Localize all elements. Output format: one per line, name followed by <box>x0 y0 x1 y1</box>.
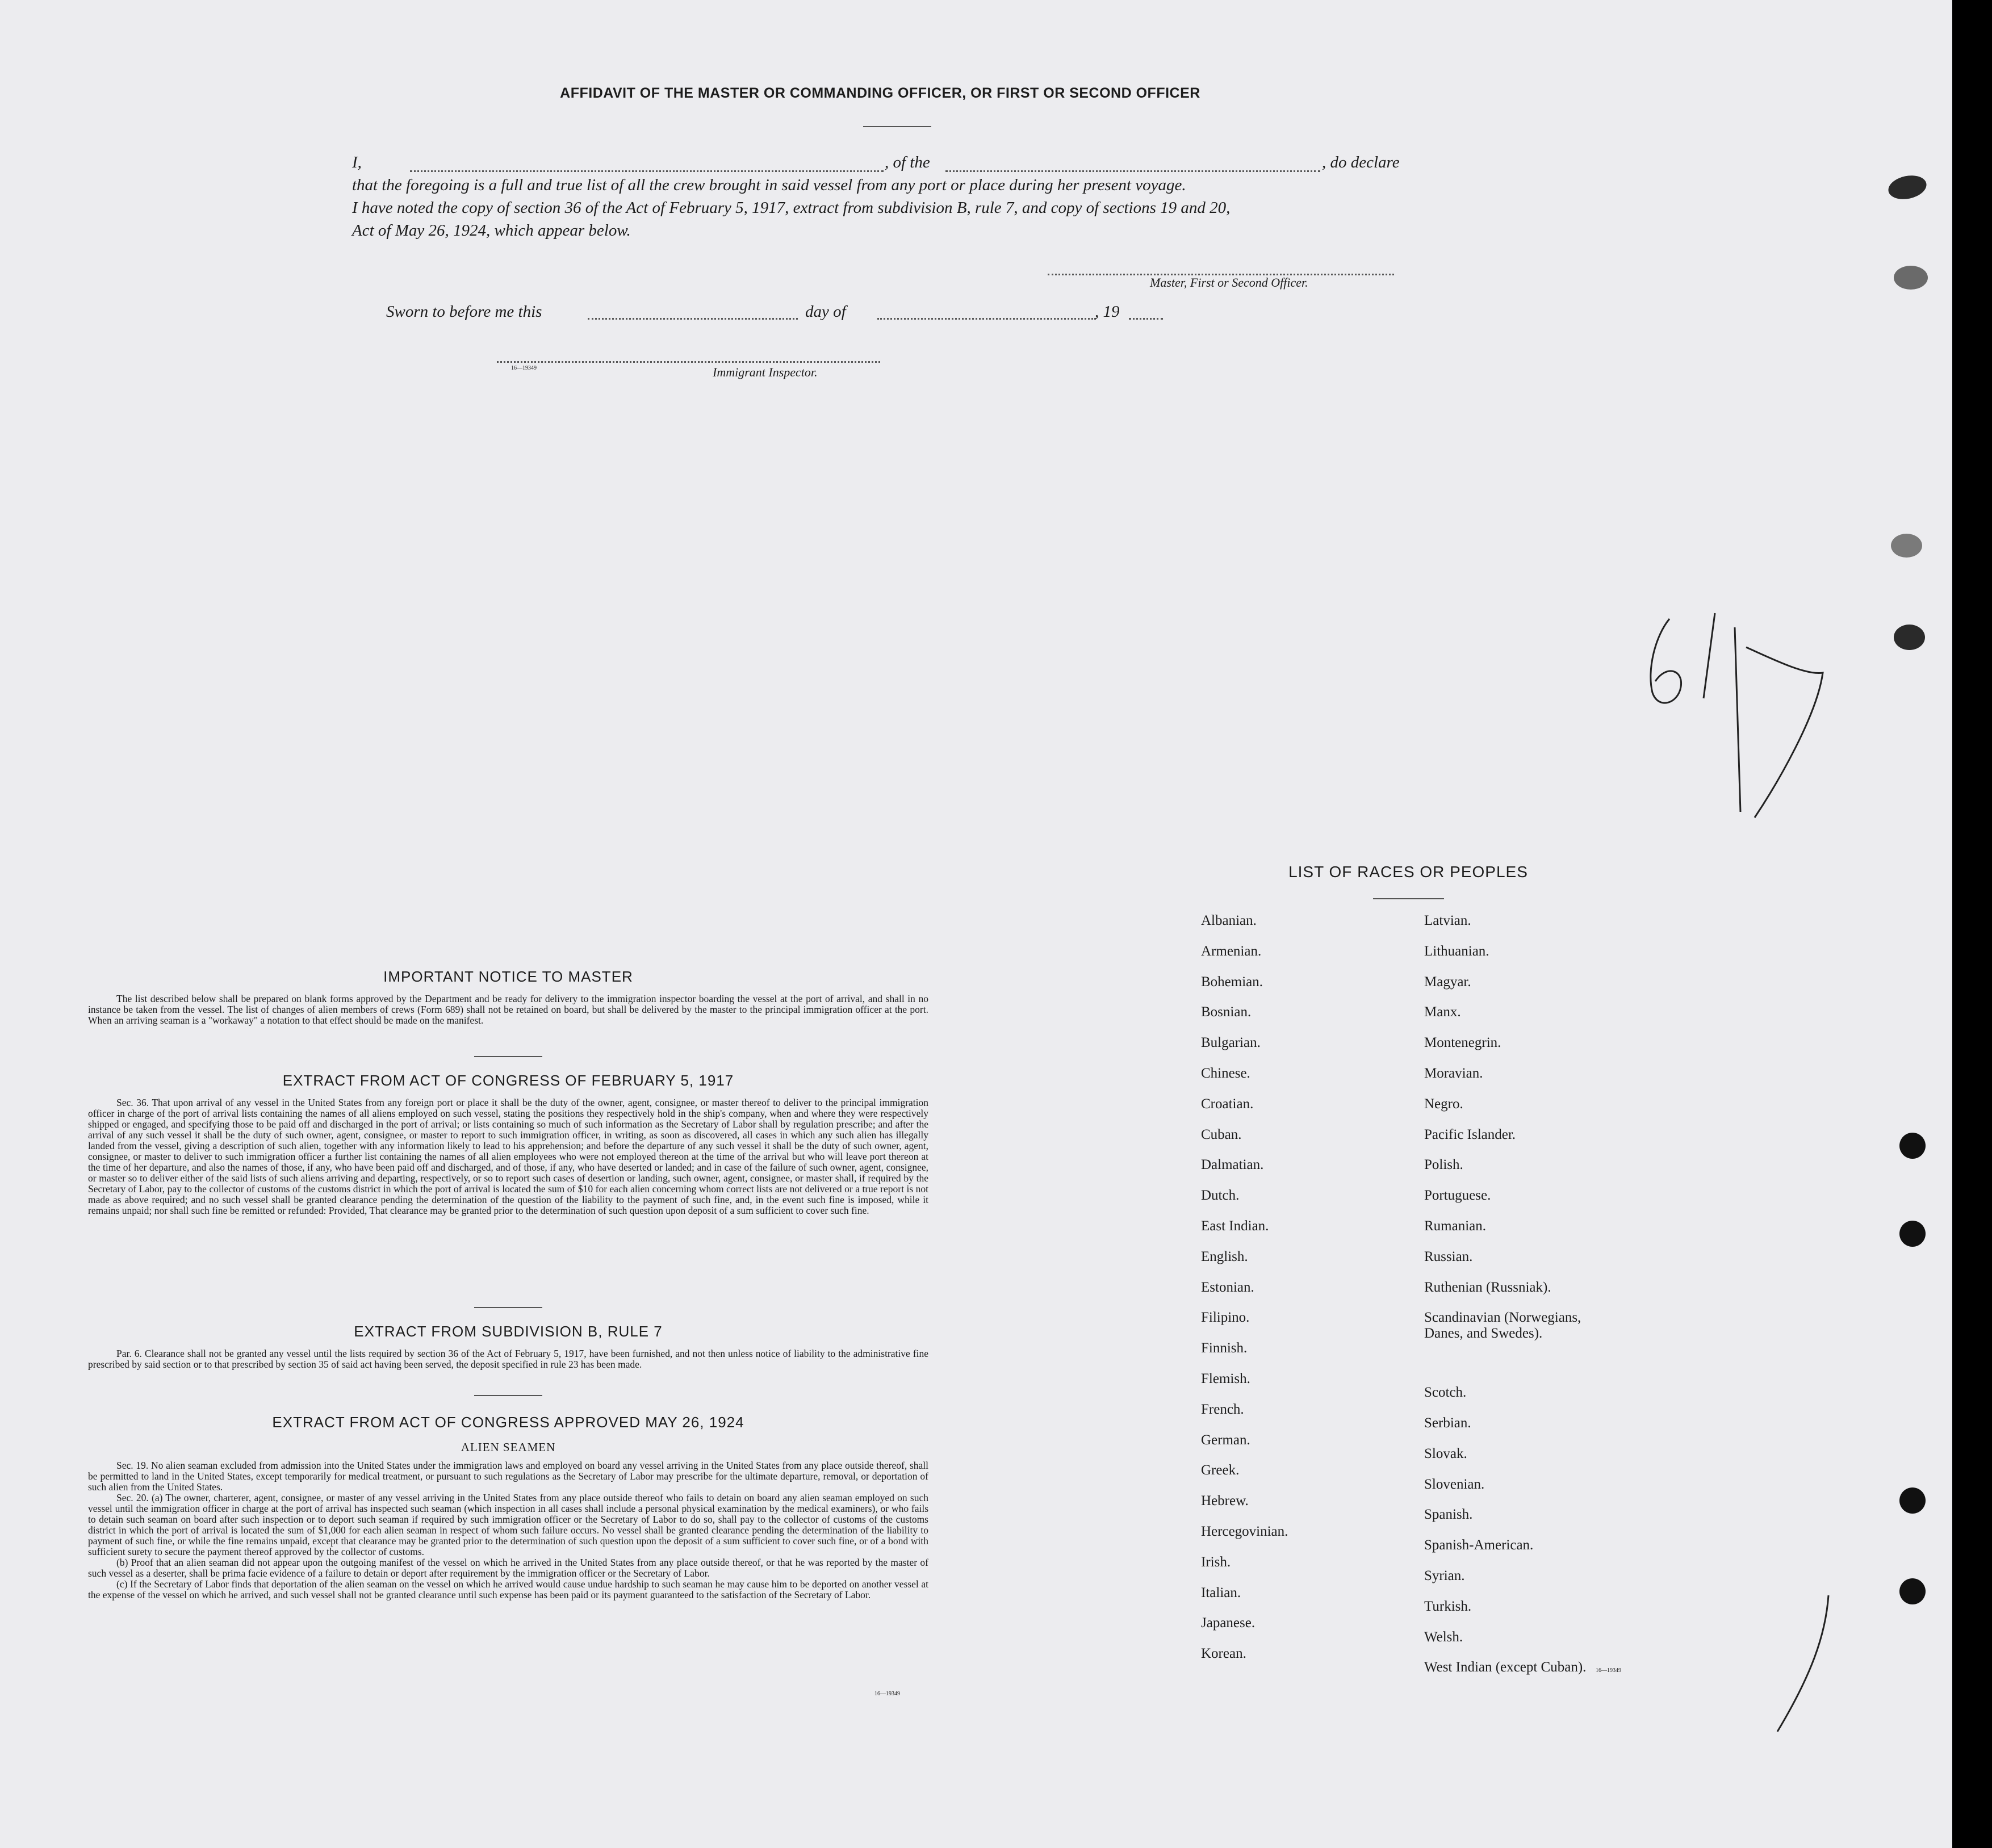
race-item: Montenegrin. <box>1424 1035 1501 1051</box>
affidavit-title: AFFIDAVIT OF THE MASTER OR COMMANDING OFFICER, OR FIRST OR SECOND OFFICER <box>560 85 1200 101</box>
year-blank[interactable] <box>1129 318 1163 320</box>
race-item: Slovenian. <box>1424 1476 1485 1492</box>
race-item: Korean. <box>1201 1646 1246 1662</box>
race-item: Moravian. <box>1424 1066 1483 1081</box>
extract-1917-text <box>88 1097 928 1216</box>
par-6-paragraph: Par. 6. Clearance shall not be granted any vessel until the lists required by section 36 of the Act of February 5, 1917, have been furnished, and not then unless notice of liability to the administrative fine prescribed by said section or to that prescribed by section 35 of said act having been served, the deposit specified in rule 23 has been made. <box>88 1348 928 1370</box>
extract-1917-title: EXTRACT FROM ACT OF CONGRESS OF FEBRUARY 5, 1917 <box>282 1072 734 1089</box>
race-item: Albanian. <box>1201 913 1257 928</box>
name-blank[interactable] <box>410 170 884 172</box>
day-blank[interactable] <box>588 318 798 320</box>
race-item: Ruthenian (Russniak). <box>1424 1279 1551 1295</box>
alien-seamen-subtitle: ALIEN SEAMEN <box>461 1440 556 1454</box>
races-title: LIST OF RACES OR PEOPLES <box>1288 863 1528 881</box>
ink-smudge <box>1886 172 1929 202</box>
section-36-paragraph: Sec. 36. That upon arrival of any vessel in the United States from any foreign port or place it shall be the duty of the owner, agent, consignee, or master thereof to deliver to the principal immigration officer in charge of the port of arrival lists containing the names of all aliens employed on such vessel, stating the positions they respectively hold in the ship's company, when and where they were respectively shipped or engaged, and specifying those to be paid off and discharged in the port of arrival; or lists containing so much of such information as the Secretary of Labor shall by regulation prescribe; and after the arrival of any such vessel it shall be the duty of such owner, agent, consignee, or master to report to such immigration officer, in writing, as soon as discovered, all cases in which any such alien has illegally landed from the vessel, giving a description of such alien, together with any information likely to lead to his apprehension; and before the departure of any such vessel it shall be the duty of such owner, agent, consignee, or master to deliver to such immigration officer a further list containing the names of all alien employees who were not employed thereon at the time of the arrival but who will leave port thereon at the time of her departure, and also the names of those, if any, who have been paid off and discharged, and of those, if any, who have deserted or landed; and in case of the failure of such owner, agent, consignee, or master so to deliver either of the said lists of such aliens arriving and departing, respectively, or so to report such cases of desertion or landing, such owner, agent, consignee, or master shall, if required by the Secretary of Labor, pay to the collector of customs of the customs district in which the port of arrival is located the sum of $10 for each alien concerning whom correct lists are not delivered or a true report is not made as above required; and no such vessel shall be granted clearance pending the determination of the question of the liability to the payment of such fine, and, in the event such fine is imposed, while it remains unpaid; nor shall such fine be remitted or refunded: Provided, That clearance may be granted prior to the determination of such question upon deposit of a sum sufficient to cover such fine. <box>88 1097 928 1216</box>
race-item: Russian. <box>1424 1248 1473 1264</box>
binder-hole <box>1899 1221 1926 1247</box>
race-item: Polish. <box>1424 1157 1463 1173</box>
race-item: Dutch. <box>1201 1188 1240 1204</box>
notice-text <box>88 994 928 1026</box>
affidavit-form-number: 16—19349 <box>511 365 537 371</box>
race-item: Spanish-American. <box>1424 1537 1534 1553</box>
race-item: East Indian. <box>1201 1218 1269 1234</box>
sworn-year: , 19 <box>1095 303 1120 321</box>
race-item: Negro. <box>1424 1096 1463 1112</box>
race-item: Cuban. <box>1201 1126 1242 1142</box>
sworn-day-of: day of <box>805 303 846 321</box>
race-item: Serbian. <box>1424 1415 1471 1431</box>
extract-form-number: 16—19349 <box>874 1691 900 1697</box>
race-item: Japanese. <box>1201 1615 1256 1631</box>
race-item: Estonian. <box>1201 1279 1254 1295</box>
sec-20c-paragraph: (c) If the Secretary of Labor finds that deportation of the alien seaman on the vessel on which he arrived would cause undue hardship to such seaman he may cause him to be deported on another vessel at the expense of the vessel on which he arrived, and such vessel shall not be granted clearance until such expense has been paid or its payment guaranteed to the satisfaction of the Secretary of Labor. <box>88 1578 928 1600</box>
sec-20a-paragraph: Sec. 20. (a) The owner, charterer, agent, consignee, or master of any vessel arriving in the United States from any place outside thereof who fails to detain on board any alien seaman employed on such vessel until the immigration officer in charge at the port of arrival has inspected such seaman (which inspection in all cases shall include a personal physical examination by the medical examiners), or who fails to detain such seaman on board after such inspection or to deport such seaman if required by such immigration officer or the Secretary of Labor to do so, shall pay to the collector of customs of the customs district in which the port of arrival is located the sum of $1,000 for each alien seaman in respect of whom such failure occurs. No vessel shall be granted clearance pending the determination of the liability to payment of such fine, or while the fine remains unpaid, except that clearance may be granted prior to the determination of such question upon the deposit of a sum sufficient to cover such fine, or of a bond with sufficient surety to secure the payment thereof approved by the collector of customs. <box>88 1492 928 1557</box>
race-item: Spanish. <box>1424 1507 1473 1523</box>
race-item: Hercegovinian. <box>1201 1524 1288 1539</box>
race-item: Italian. <box>1201 1585 1241 1600</box>
notice-paragraph: The list described below shall be prepared on blank forms approved by the Department and be ready for delivery to the immigration inspector boarding the vessel at the port of arrival, and shall in no instance be taken from the vessel. The list of changes of alien members of crews (Form 689) shall not be retained on board, but shall be delivered by the master to the principal immigration officer at the port. When an arriving seaman is a "workaway" a notation to that effect should be made on the manifest. <box>88 993 928 1026</box>
race-item: Scandinavian (Norwegians, Danes, and Swedes). <box>1424 1310 1581 1342</box>
subdivision-b-title: EXTRACT FROM SUBDIVISION B, RULE 7 <box>354 1323 663 1340</box>
affidavit-line-4: Act of May 26, 1924, which appear below. <box>352 221 631 240</box>
ink-smudge <box>1894 266 1928 290</box>
month-blank[interactable] <box>877 318 1096 320</box>
affidavit-of-the: , of the <box>885 153 930 171</box>
races-rule <box>1373 898 1444 899</box>
race-item: German. <box>1201 1432 1250 1448</box>
vessel-blank[interactable] <box>945 170 1320 172</box>
race-item: Dalmatian. <box>1201 1157 1264 1173</box>
race-item: Filipino. <box>1201 1310 1250 1326</box>
race-item: West Indian (except Cuban). <box>1424 1660 1587 1675</box>
sworn-text: Sworn to before me this <box>386 303 542 321</box>
race-item: Flemish. <box>1201 1371 1250 1386</box>
race-item: Hebrew. <box>1201 1493 1249 1509</box>
race-item: Magyar. <box>1424 974 1471 990</box>
race-item: Latvian. <box>1424 913 1471 928</box>
race-item: Rumanian. <box>1424 1218 1487 1234</box>
race-item: Slovak. <box>1424 1445 1467 1461</box>
race-item: English. <box>1201 1248 1248 1264</box>
affidavit-line-2: that the foregoing is a full and true list of all the crew brought in said vessel from any port or place during her present voyage. <box>352 176 1186 194</box>
extract-1924-title: EXTRACT FROM ACT OF CONGRESS APPROVED MAY 26, 1924 <box>272 1414 744 1431</box>
race-item: Greek. <box>1201 1463 1240 1478</box>
race-item: Bohemian. <box>1201 974 1263 990</box>
ink-smudge <box>1891 534 1922 558</box>
section-rule <box>474 1395 542 1396</box>
race-item: Syrian. <box>1424 1568 1465 1583</box>
subdivision-b-text <box>88 1348 928 1370</box>
race-item: Bulgarian. <box>1201 1035 1261 1051</box>
race-item: Pacific Islander. <box>1424 1126 1516 1142</box>
race-item: Scotch. <box>1424 1385 1467 1401</box>
affidavit-line-1 <box>352 153 362 172</box>
race-item: Chinese. <box>1201 1066 1250 1081</box>
race-item: Bosnian. <box>1201 1004 1252 1020</box>
race-item: Welsh. <box>1424 1629 1463 1645</box>
notice-title: IMPORTANT NOTICE TO MASTER <box>383 968 633 985</box>
races-form-number: 16—19349 <box>1596 1667 1621 1674</box>
race-item: Manx. <box>1424 1004 1461 1020</box>
inspector-signature-line[interactable] <box>497 361 880 363</box>
section-rule <box>474 1056 542 1057</box>
extract-1924-text <box>88 1460 928 1600</box>
race-item: French. <box>1201 1401 1244 1417</box>
binder-hole <box>1899 1487 1926 1514</box>
affidavit-do-declare: , do declare <box>1322 153 1400 171</box>
race-item: Turkish. <box>1424 1598 1472 1614</box>
sec-19-paragraph: Sec. 19. No alien seaman excluded from admission into the United States under the immigration laws and employed on board any vessel arriving in the United States from any place outside thereof, shall be permitted to land in the United States, except temporarily for medical treatment, or pursuant to such regulations as the Secretary of Labor may prescribe for the ultimate departure, removal, or deportation of such alien from the United States. <box>88 1460 928 1493</box>
race-item: Portuguese. <box>1424 1188 1491 1204</box>
ink-smudge <box>1894 625 1925 650</box>
race-item: Finnish. <box>1201 1340 1248 1356</box>
affidavit-line-3: I have noted the copy of section 36 of the Act of February 5, 1917, extract from subdivision B, rule 7, and copy of sections 19 and 20, <box>352 199 1231 217</box>
sec-20b-paragraph: (b) Proof that an alien seaman did not appear upon the outgoing manifest of the vessel on which he arrived in the United States from any place outside thereof, or that he was reported by the master of such vessel as a deserter, shall be prima facie evidence of a failure to detain or deport after requirement by the immigration officer or the Secretary of Labor. <box>88 1557 928 1579</box>
binder-hole <box>1899 1578 1926 1604</box>
handwritten-mark-6-17 <box>1635 602 1840 823</box>
affidavit-i: I, <box>352 153 362 171</box>
race-item: Croatian. <box>1201 1096 1254 1112</box>
handwritten-stroke <box>1772 1590 1840 1737</box>
section-rule <box>474 1307 542 1308</box>
race-item: Lithuanian. <box>1424 943 1489 959</box>
inspector-label: Immigrant Inspector. <box>713 365 818 379</box>
binder-hole <box>1899 1133 1926 1159</box>
signature-label: Master, First or Second Officer. <box>1150 275 1308 290</box>
title-rule <box>863 126 931 127</box>
race-item: Irish. <box>1201 1554 1231 1570</box>
race-item: Armenian. <box>1201 943 1262 959</box>
